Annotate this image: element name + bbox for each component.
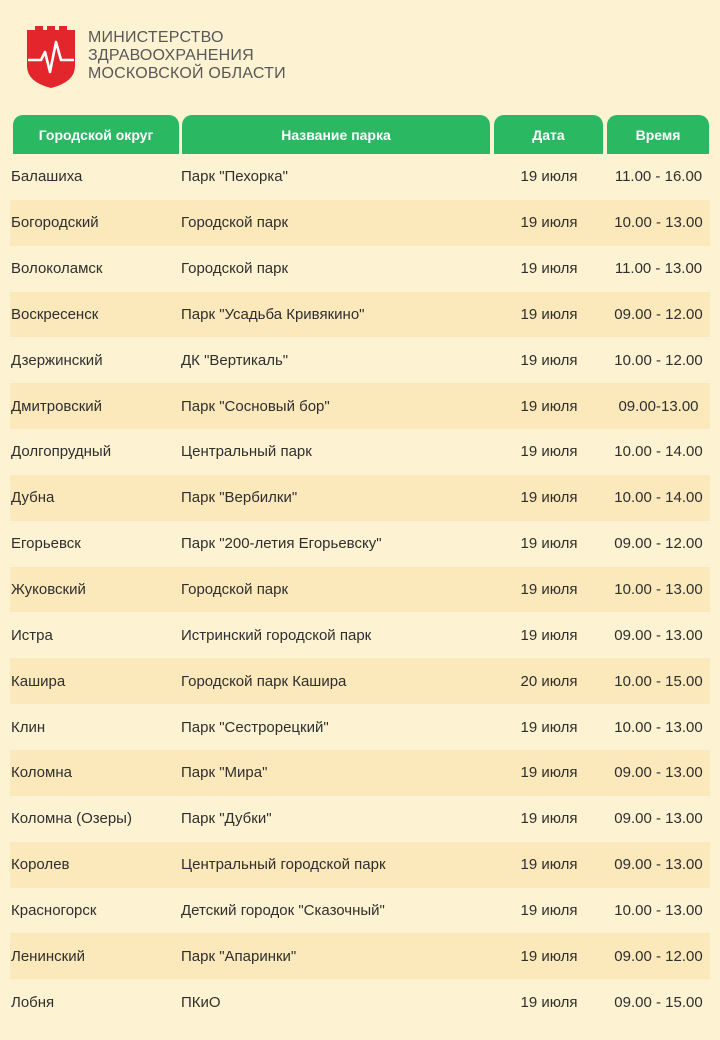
table-row xyxy=(10,704,710,750)
cell-time: 11.00 - 13.00 xyxy=(614,260,703,278)
table-row xyxy=(10,567,710,613)
cell-date: 19 июля xyxy=(520,626,578,644)
cell-park: Истринский городской парк xyxy=(181,626,372,644)
cell-date: 19 июля xyxy=(520,947,578,965)
cell-date: 19 июля xyxy=(520,260,578,278)
cell-time: 09.00 - 12.00 xyxy=(614,305,703,323)
cell-district: Богородский xyxy=(11,214,99,232)
cell-park: Городской парк Кашира xyxy=(181,672,347,690)
cell-park: Центральный парк xyxy=(181,443,312,461)
cell-park: Городской парк xyxy=(181,214,289,232)
cell-time: 10.00 - 15.00 xyxy=(614,672,703,690)
table-row xyxy=(10,200,710,246)
cell-date: 19 июля xyxy=(520,397,578,415)
cell-time: 10.00 - 14.00 xyxy=(614,489,703,507)
cell-district: Долгопрудный xyxy=(11,443,112,461)
table-row xyxy=(10,429,710,475)
cell-district: Лобня xyxy=(11,993,55,1011)
cell-date: 19 июля xyxy=(520,901,578,919)
cell-time: 09.00 - 12.00 xyxy=(614,947,703,965)
cell-date: 19 июля xyxy=(520,535,578,553)
ministry-line-2: ЗДРАВООХРАНЕНИЯ xyxy=(88,47,254,64)
ministry-line-1: МИНИСТЕРСТВО xyxy=(88,29,224,46)
cell-time: 10.00 - 12.00 xyxy=(614,351,703,369)
table-row xyxy=(10,796,710,842)
cell-time: 10.00 - 14.00 xyxy=(614,443,703,461)
cell-park: Парк "Усадьба Кривякино" xyxy=(181,305,365,323)
cell-date: 19 июля xyxy=(520,443,578,461)
cell-time: 09.00 - 13.00 xyxy=(614,810,703,828)
column-header-district: Городской округ xyxy=(13,115,179,154)
parks-schedule-table xyxy=(10,115,710,1025)
cell-district: Егорьевск xyxy=(11,535,81,553)
cell-date: 20 июля xyxy=(520,672,578,690)
cell-district: Дзержинский xyxy=(11,351,103,369)
table-row xyxy=(10,292,710,338)
cell-date: 19 июля xyxy=(520,764,578,782)
cell-park: Центральный городской парк xyxy=(181,856,386,874)
cell-time: 09.00-13.00 xyxy=(618,397,699,415)
cell-time: 09.00 - 13.00 xyxy=(614,856,703,874)
cell-district: Дубна xyxy=(11,489,55,507)
cell-district: Ленинский xyxy=(11,947,85,965)
cell-district: Воскресенск xyxy=(11,305,99,323)
cell-park: Парк "Сосновый бор" xyxy=(181,397,330,415)
cell-date: 19 июля xyxy=(520,489,578,507)
cell-park: Парк "Апаринки" xyxy=(181,947,297,965)
cell-park: Парк "Дубки" xyxy=(181,810,272,828)
table-row xyxy=(10,842,710,888)
cell-district: Жуковский xyxy=(11,581,86,599)
table-row xyxy=(10,933,710,979)
cell-district: Коломна (Озеры) xyxy=(11,810,132,828)
cell-park: Городской парк xyxy=(181,581,289,599)
table-row xyxy=(10,475,710,521)
cell-date: 19 июля xyxy=(520,718,578,736)
column-header-time: Время xyxy=(607,115,709,154)
table-row xyxy=(10,246,710,292)
cell-date: 19 июля xyxy=(520,351,578,369)
table-header xyxy=(10,115,710,154)
cell-date: 19 июля xyxy=(520,856,578,874)
ministry-title xyxy=(88,29,286,83)
cell-park: Парк "Пехорка" xyxy=(181,168,288,186)
ministry-line-3: МОСКОВСКОЙ ОБЛАСТИ xyxy=(88,65,286,82)
cell-park: Парк "Вербилки" xyxy=(181,489,298,507)
cell-district: Коломна xyxy=(11,764,72,782)
table-row xyxy=(10,521,710,567)
cell-district: Красногорск xyxy=(11,901,97,919)
cell-time: 09.00 - 12.00 xyxy=(614,535,703,553)
ministry-emblem-icon xyxy=(25,26,77,88)
cell-district: Балашиха xyxy=(11,168,83,186)
cell-park: Парк "Сестрорецкий" xyxy=(181,718,329,736)
cell-time: 09.00 - 13.00 xyxy=(614,626,703,644)
cell-time: 11.00 - 16.00 xyxy=(614,168,703,186)
table-row xyxy=(10,383,710,429)
cell-time: 10.00 - 13.00 xyxy=(614,901,703,919)
cell-date: 19 июля xyxy=(520,214,578,232)
cell-district: Кашира xyxy=(11,672,66,690)
column-header-park: Название парка xyxy=(182,115,490,154)
cell-park: Парк "200-летия Егорьевску" xyxy=(181,535,382,553)
cell-time: 09.00 - 15.00 xyxy=(614,993,703,1011)
cell-park: ПКиО xyxy=(181,993,221,1011)
cell-time: 10.00 - 13.00 xyxy=(614,581,703,599)
cell-date: 19 июля xyxy=(520,993,578,1011)
table-row xyxy=(10,154,710,200)
cell-park: Парк "Мира" xyxy=(181,764,268,782)
cell-time: 09.00 - 13.00 xyxy=(614,764,703,782)
cell-date: 19 июля xyxy=(520,581,578,599)
cell-park: Городской парк xyxy=(181,260,289,278)
cell-park: Детский городок "Сказочный" xyxy=(181,901,385,919)
cell-district: Королев xyxy=(11,856,70,874)
column-header-date: Дата xyxy=(494,115,603,154)
cell-park: ДК "Вертикаль" xyxy=(181,351,289,369)
cell-district: Клин xyxy=(11,718,46,736)
cell-date: 19 июля xyxy=(520,305,578,323)
table-row xyxy=(10,979,710,1025)
cell-time: 10.00 - 13.00 xyxy=(614,214,703,232)
cell-district: Истра xyxy=(11,626,53,644)
cell-date: 19 июля xyxy=(520,168,578,186)
table-row xyxy=(10,658,710,704)
table-row xyxy=(10,337,710,383)
cell-time: 10.00 - 13.00 xyxy=(614,718,703,736)
table-body xyxy=(10,154,710,1025)
cell-district: Дмитровский xyxy=(11,397,103,415)
table-row xyxy=(10,612,710,658)
cell-district: Волоколамск xyxy=(11,260,103,278)
cell-date: 19 июля xyxy=(520,810,578,828)
table-row xyxy=(10,750,710,796)
table-row xyxy=(10,888,710,934)
